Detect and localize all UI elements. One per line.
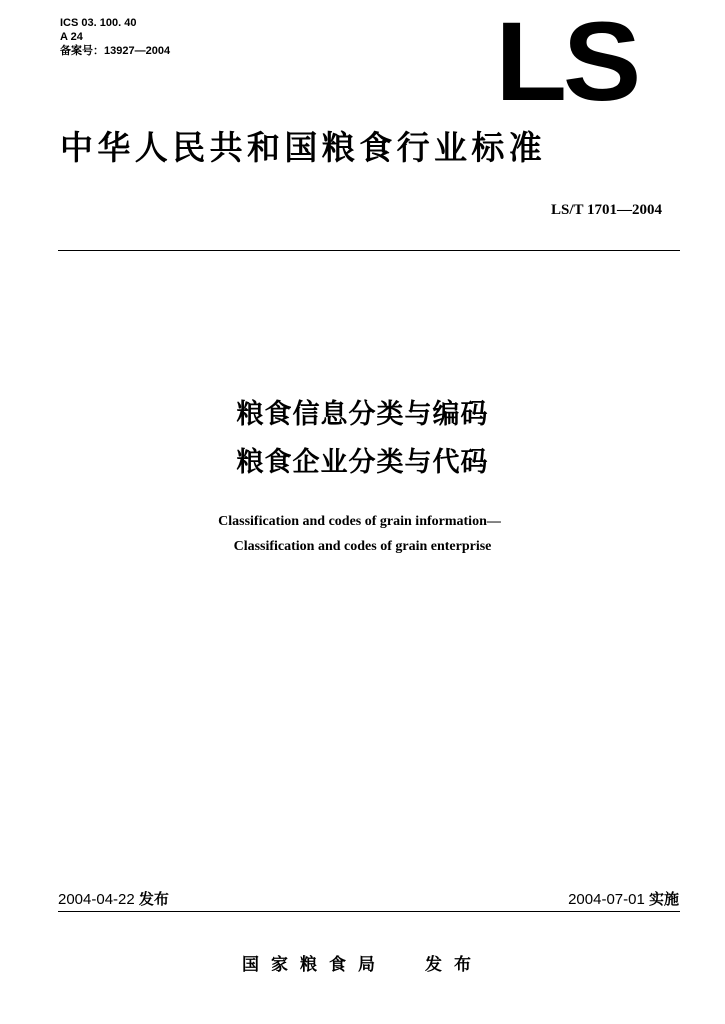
- publish-date-label: 发布: [138, 891, 169, 908]
- filing-number: 备案号：13927—2004: [60, 45, 171, 57]
- classification-code: A 24: [60, 31, 83, 43]
- ics-code: ICS 03. 100. 40: [60, 17, 137, 29]
- issuer-organization: 国家粮食局: [242, 955, 388, 975]
- publish-date-value: 2004-04-22: [58, 891, 135, 908]
- standard-number: LS/T 1701—2004: [551, 202, 662, 218]
- title-cn-line2: 粮食企业分类与代码: [236, 447, 489, 478]
- standard-banner-title: 中华人民共和国粮食行业标准: [60, 128, 547, 167]
- top-divider: [58, 250, 680, 251]
- issuer-action: 发布: [424, 955, 483, 975]
- implement-date: [568, 888, 679, 909]
- title-en-line1: Classification and codes of grain information—: [218, 514, 501, 529]
- title-en-line2: Classification and codes of grain enterprise: [233, 539, 492, 554]
- issuer-line: [0, 950, 725, 975]
- title-cn-line1: 粮食信息分类与编码: [236, 399, 489, 430]
- ls-logo: LS: [495, 0, 637, 124]
- implement-date-value: 2004-07-01: [568, 891, 645, 908]
- meta-block: [60, 16, 170, 58]
- publish-date: [58, 888, 169, 909]
- implement-date-label: 实施: [648, 891, 679, 908]
- bottom-divider: [58, 911, 680, 912]
